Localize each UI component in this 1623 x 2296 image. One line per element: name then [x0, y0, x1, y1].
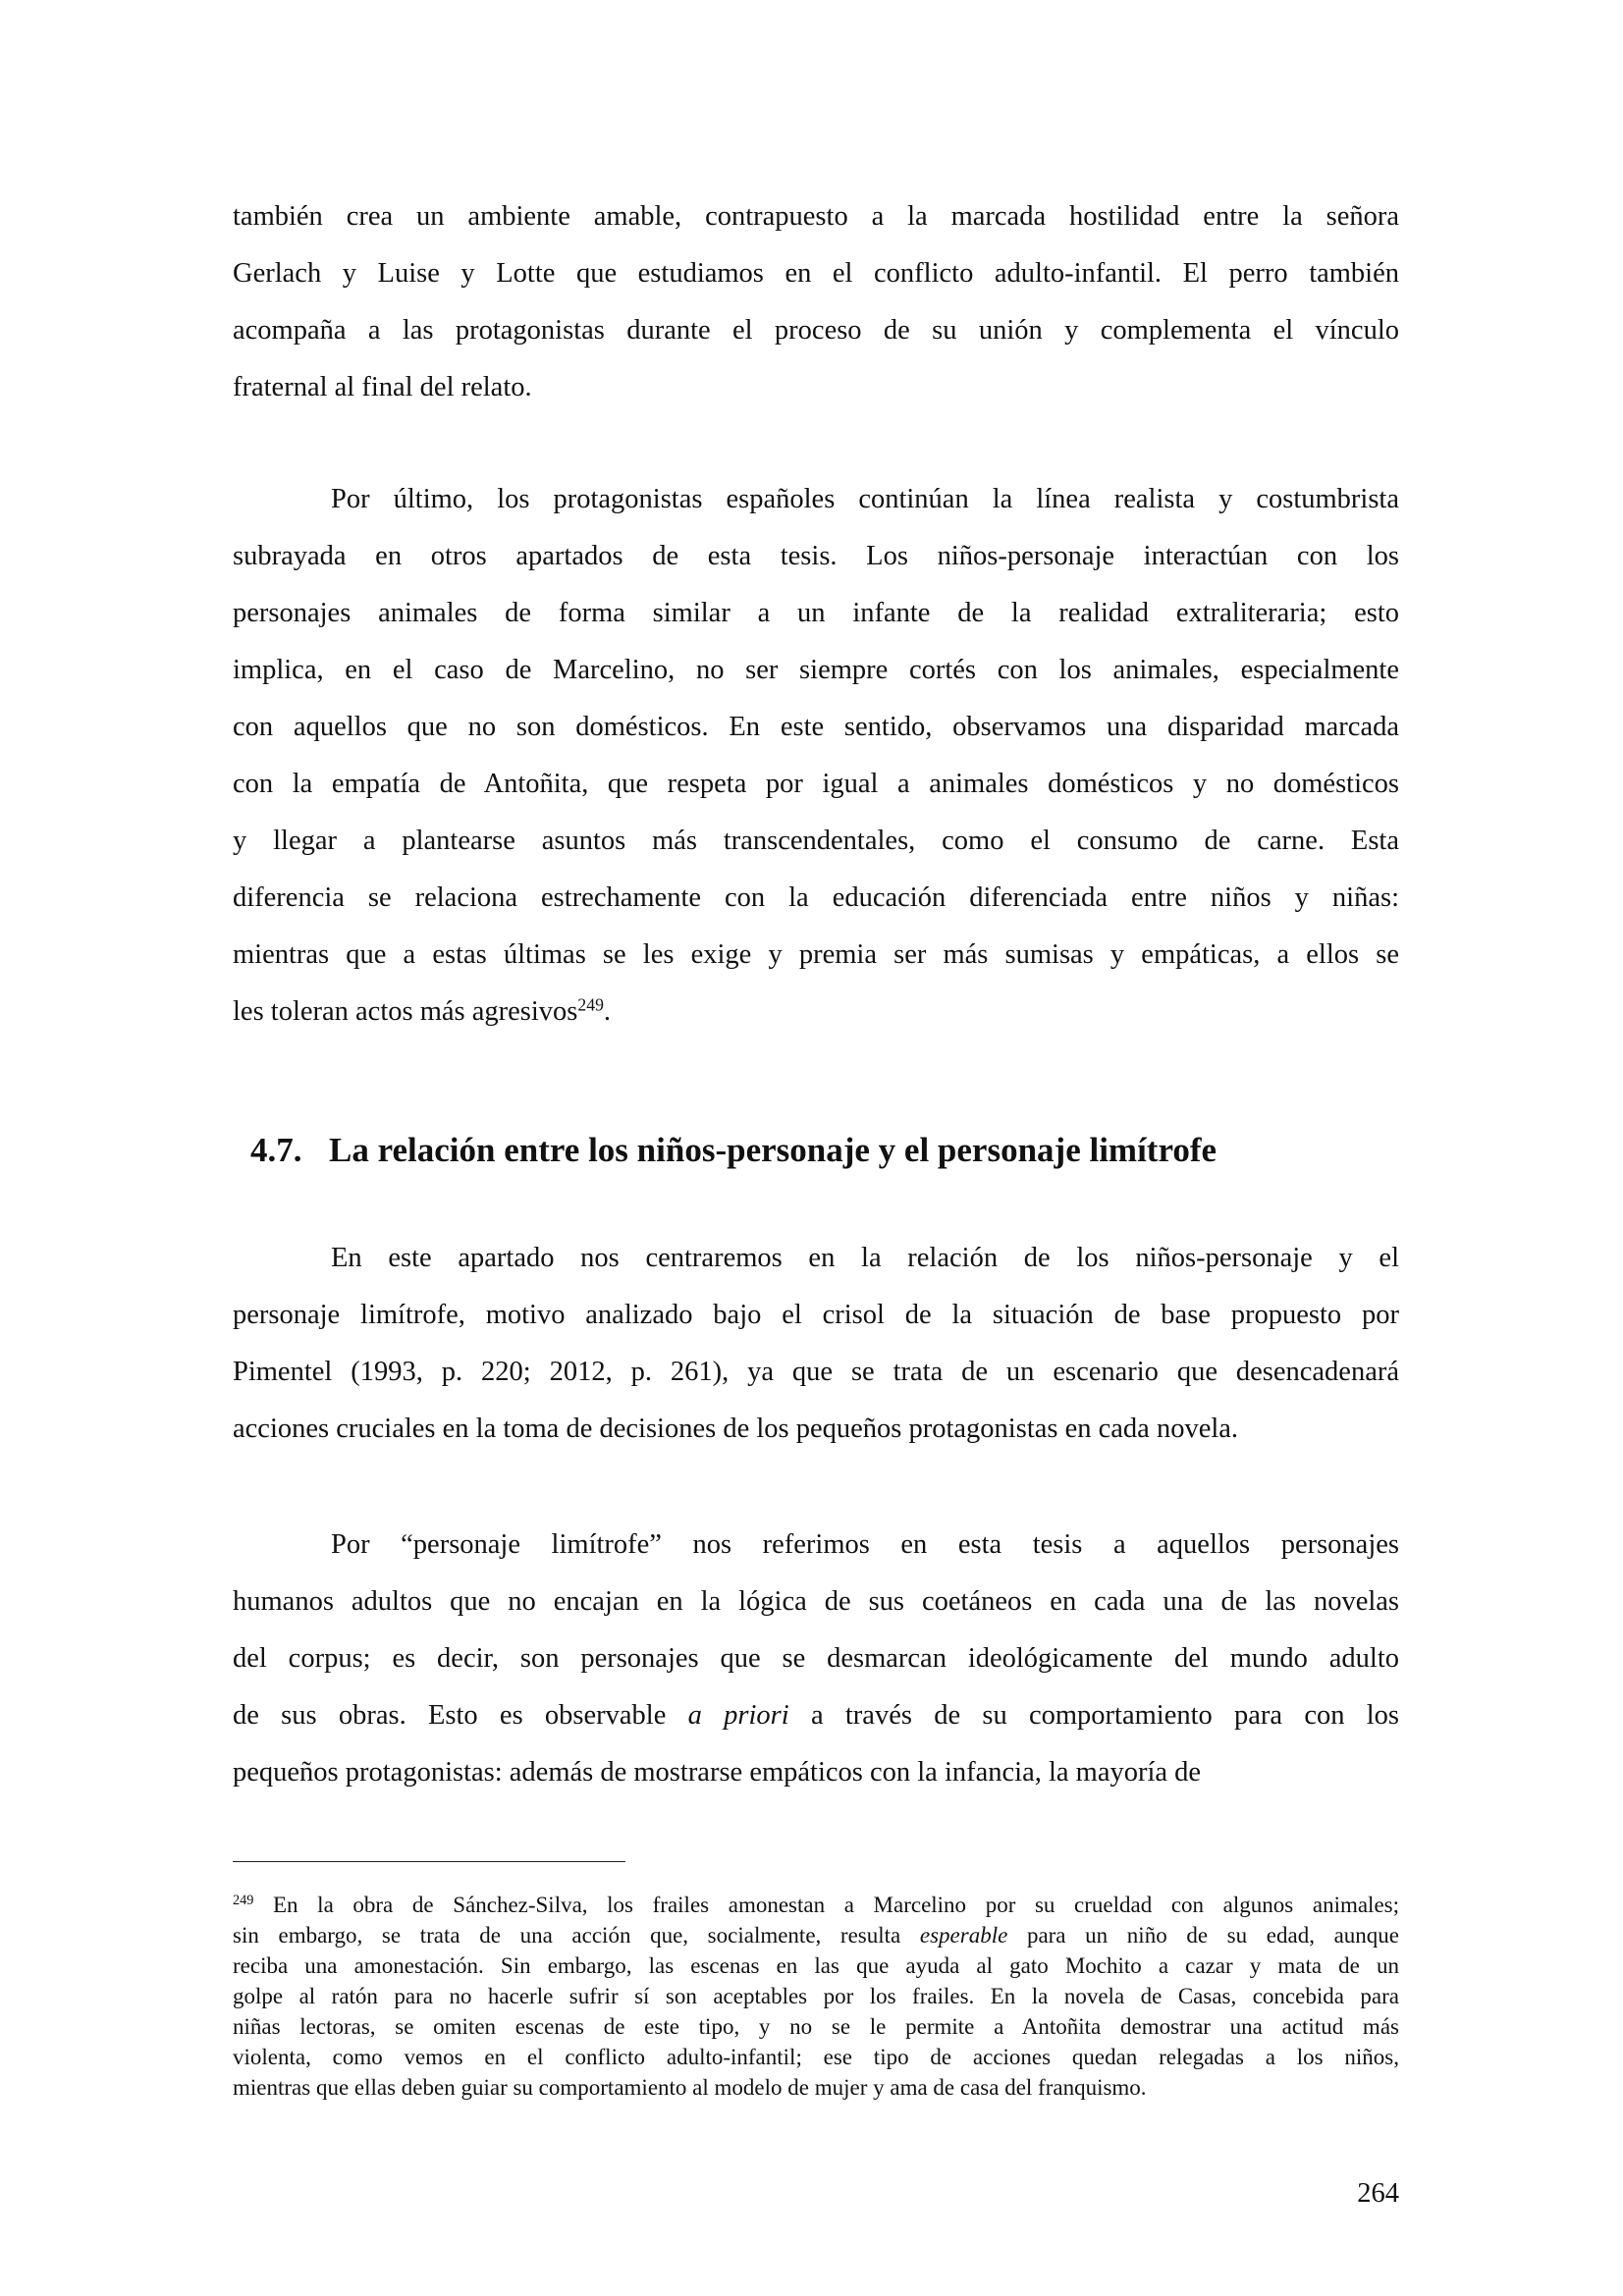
text-line — [233, 1287, 1399, 1344]
text-run: violenta, como vemos en el conflicto adulto-infantil; ese tipo de acciones quedan relegadas a los niños, — [233, 2045, 1399, 2069]
text-line — [233, 699, 1399, 756]
text-run: para un niño de su edad, aunque — [1007, 1923, 1399, 1948]
paragraph-1 — [233, 188, 1399, 416]
text-run: subrayada en otros apartados de esta tesis. Los niños-personaje interactúan con los — [233, 541, 1399, 571]
text-run: pequeños protagonistas: además de mostrarse empáticos con la infancia, la mayoría de — [233, 1757, 1202, 1788]
page-number: 264 — [1357, 2178, 1399, 2209]
text-line — [233, 585, 1399, 642]
text-run: con la empatía de Antoñita, que respeta por igual a animales domésticos y no domésticos — [233, 769, 1399, 799]
text-line — [233, 1230, 1399, 1287]
text-line — [233, 984, 1399, 1041]
text-run: reciba una amonestación. Sin embargo, las escenas en las que ayuda al gato Mochito a cazar y mata de un — [233, 1953, 1399, 1978]
text-line — [233, 302, 1399, 359]
text-line — [233, 2042, 1399, 2072]
section-heading — [250, 1126, 1217, 1175]
text-line — [233, 1890, 1399, 1920]
text-line — [233, 471, 1399, 528]
text-run: En este apartado nos centraremos en la relación de los niños-personaje y el — [331, 1243, 1399, 1273]
text-line — [233, 927, 1399, 984]
italic-text: a priori — [687, 1700, 789, 1731]
text-line — [233, 245, 1399, 302]
text-run: Pimentel (1993, p. 220; 2012, p. 261), ya que se trata de un escenario que desencadenará — [233, 1357, 1399, 1387]
text-line — [233, 2011, 1399, 2042]
text-run: Por último, los protagonistas españoles continúan la línea realista y costumbrista — [331, 484, 1399, 514]
text-run: de sus obras. Esto es observable — [233, 1700, 688, 1731]
section-title: La relación entre los niños-personaje y el personaje limítrofe — [329, 1131, 1217, 1169]
text-run: mientras que a estas últimas se les exige y premia ser más sumisas y empáticas, a ellos se — [233, 939, 1399, 970]
text-run: sin embargo, se trata de una acción que, socialmente, resulta — [233, 1923, 920, 1948]
text-line — [233, 1920, 1399, 1950]
text-run: con aquellos que no son domésticos. En este sentido, observamos una disparidad marcada — [233, 712, 1399, 742]
text-line — [233, 1344, 1399, 1401]
text-run: también crea un ambiente amable, contrapuesto a la marcada hostilidad entre la señora — [233, 201, 1399, 232]
text-line — [233, 528, 1399, 585]
footnote-separator — [233, 1861, 625, 1862]
text-run: acciones cruciales en la toma de decisiones de los pequeños protagonistas en cada novela. — [233, 1414, 1239, 1444]
text-line — [233, 870, 1399, 927]
text-run: Por “personaje limítrofe” nos referimos en esta tesis a aquellos personajes — [331, 1529, 1399, 1560]
text-run: les toleran actos más agresivos — [233, 996, 578, 1027]
text-run: personaje limítrofe, motivo analizado bajo el crisol de la situación de base propuesto por — [233, 1300, 1399, 1330]
section-number: 4.7. — [250, 1131, 302, 1169]
text-line — [233, 188, 1399, 245]
text-run: fraternal al final del relato. — [233, 372, 532, 402]
text-line — [233, 1574, 1399, 1630]
text-run: mientras que ellas deben guiar su comportamiento al modelo de mujer y ama de casa del franquismo. — [233, 2075, 1147, 2100]
text-run: humanos adultos que no encajan en la lógica de sus coetáneos en cada una de las novelas — [233, 1586, 1399, 1617]
text-run: . — [603, 996, 612, 1027]
italic-text: esperable — [919, 1923, 1008, 1948]
text-run: Gerlach y Luise y Lotte que estudiamos en el conflicto adulto-infantil. El perro también — [233, 258, 1399, 289]
text-line — [233, 1950, 1399, 1981]
text-run: a través de su comportamiento para con los — [788, 1700, 1400, 1731]
text-line — [233, 1517, 1399, 1574]
text-run: niñas lectoras, se omiten escenas de este tipo, y no se le permite a Antoñita demostrar una actitud más — [233, 2014, 1399, 2039]
text-run: diferencia se relaciona estrechamente con la educación diferenciada entre niños y niñas: — [233, 882, 1399, 913]
text-run: del corpus; es decir, son personajes que se desmarcan ideológicamente del mundo adulto — [233, 1643, 1399, 1674]
text-line — [233, 813, 1399, 870]
text-run: personajes animales de forma similar a un infante de la realidad extraliteraria; esto — [233, 598, 1399, 628]
text-line — [233, 1981, 1399, 2011]
paragraph-3 — [233, 1230, 1399, 1458]
text-run: acompaña a las protagonistas durante el proceso de su unión y complementa el vínculo — [233, 315, 1399, 346]
text-line — [233, 1630, 1399, 1687]
text-run: y llegar a plantearse asuntos más transcendentales, como el consumo de carne. Esta — [233, 826, 1399, 856]
text-run: golpe al ratón para no hacerle sufrir sí son aceptables por los frailes. En la novela de Casas, concebida para — [233, 1984, 1399, 2008]
text-run: En la obra de Sánchez-Silva, los frailes amonestan a Marcelino por su crueldad con algunos animales; — [253, 1893, 1399, 1917]
text-line — [233, 359, 1399, 416]
paragraph-2 — [233, 471, 1399, 1041]
footnote-marker: 249 — [233, 1893, 254, 1909]
text-line — [233, 1687, 1399, 1744]
text-line — [233, 1744, 1399, 1801]
text-run: implica, en el caso de Marcelino, no ser siempre cortés con los animales, especialmente — [233, 655, 1399, 685]
paragraph-4 — [233, 1517, 1399, 1801]
text-line — [233, 2072, 1399, 2103]
text-line — [233, 1401, 1399, 1458]
text-line — [233, 756, 1399, 813]
footnote-249 — [233, 1890, 1399, 2103]
footnote-marker: 249 — [577, 994, 604, 1015]
text-line — [233, 642, 1399, 699]
